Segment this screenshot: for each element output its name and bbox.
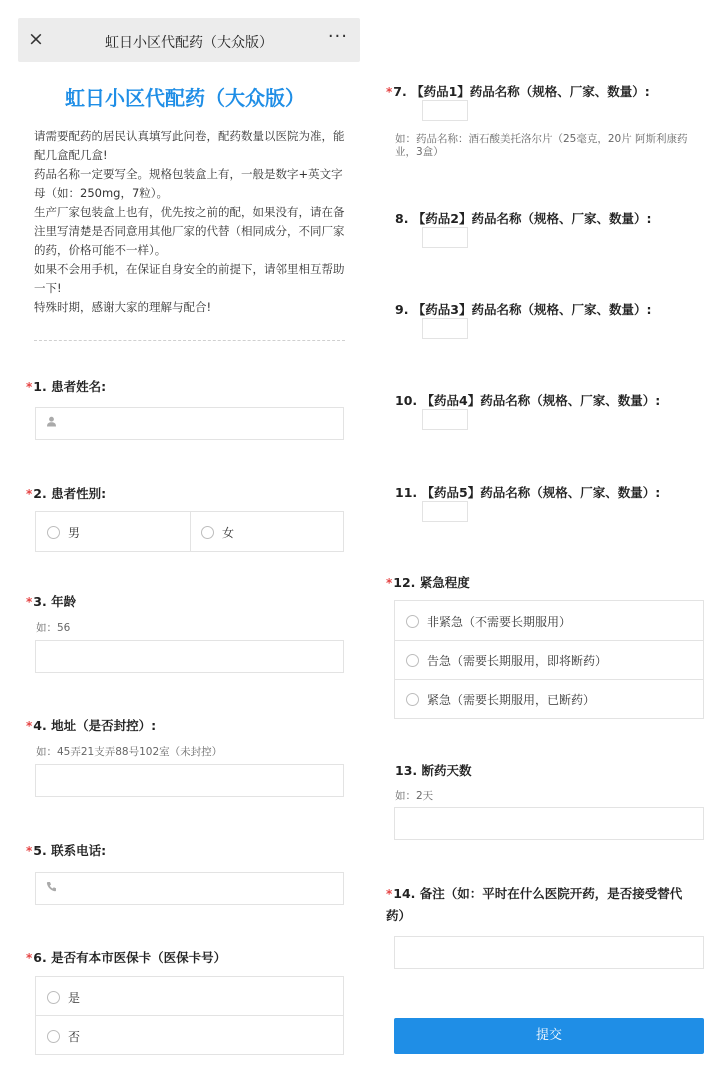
q6-label: *6. 是否有本市医保卡（医保卡号）: [26, 950, 227, 965]
insurance-option-yes[interactable]: 是: [47, 989, 80, 1006]
radio-icon[interactable]: [47, 526, 60, 539]
radio-icon[interactable]: [47, 1030, 60, 1043]
q14-label: *14. 备注（如：平时在什么医院开药，是否接受替代药）: [386, 886, 683, 923]
survey-title: 虹日小区代配药（大众版）: [65, 86, 305, 110]
window-title: 虹日小区代配药（大众版）: [105, 35, 273, 51]
q2-label: *2. 患者性别:: [26, 486, 107, 501]
q4-label: *4. 地址（是否封控）:: [26, 718, 157, 733]
q12-label: *12. 紧急程度: [386, 575, 470, 590]
q7-label: *7. 【药品1】药品名称（规格、厂家、数量）:: [386, 84, 650, 99]
radio-icon[interactable]: [47, 991, 60, 1004]
patient-name-input[interactable]: [35, 407, 344, 440]
intro-paragraph: 请需要配药的居民认真填写此问卷，配药数量以医院为准，能配几盒配几盒!: [34, 129, 345, 162]
remarks-input[interactable]: [394, 936, 704, 969]
urgency-option-out-of-stock[interactable]: 紧急（需要长期服用，已断药）: [406, 691, 595, 708]
gender-options: [35, 511, 344, 552]
person-icon: [46, 416, 57, 430]
option-divider: [190, 512, 191, 551]
intro-divider: [34, 340, 345, 341]
address-input[interactable]: [35, 764, 344, 797]
q5-label: *5. 联系电话:: [26, 843, 107, 858]
medicine-5-input[interactable]: [422, 501, 468, 522]
radio-icon[interactable]: [201, 526, 214, 539]
phone-icon: [46, 881, 57, 895]
age-input[interactable]: [35, 640, 344, 673]
q13-hint: 如：2天: [395, 790, 434, 802]
gender-option-female[interactable]: 女: [201, 524, 234, 541]
intro-paragraph: 生产厂家包装盒上也有，优先按之前的配，如果没有，请在备注里写清楚是否同意用其他厂家的代替（相同成分，不同厂家的药，价格可能不一样）。: [34, 205, 345, 257]
survey-intro: [34, 127, 349, 317]
q3-hint: 如：56: [36, 622, 71, 634]
q4-hint: 如：45弄21支弄88号102室（未封控）: [36, 746, 223, 758]
more-icon[interactable]: ···: [327, 26, 348, 47]
days-without-medicine-input[interactable]: [394, 807, 704, 840]
radio-icon[interactable]: [406, 615, 419, 628]
intro-paragraph: 如果不会用手机，在保证自身安全的前提下，请邻里相互帮助一下!: [34, 262, 345, 295]
medicine-2-input[interactable]: [422, 227, 468, 248]
medicine-4-input[interactable]: [422, 409, 468, 430]
option-divider: [36, 1015, 343, 1016]
gender-option-male[interactable]: 男: [47, 524, 80, 541]
insurance-option-no[interactable]: 否: [47, 1028, 80, 1045]
q11-label: 11. 【药品5】药品名称（规格、厂家、数量）:: [395, 485, 661, 500]
q7-hint: 如：药品名称：酒石酸美托洛尔片（25毫克，20片 阿斯利康药业，3盒）: [395, 133, 688, 158]
close-icon[interactable]: ×: [28, 28, 44, 50]
insurance-options: [35, 976, 344, 1055]
required-mark: *: [26, 380, 33, 394]
q3-label: *3. 年龄: [26, 594, 77, 609]
medicine-3-input[interactable]: [422, 318, 468, 339]
q10-label: 10. 【药品4】药品名称（规格、厂家、数量）:: [395, 393, 661, 408]
phone-input[interactable]: [35, 872, 344, 905]
urgency-options: [394, 600, 704, 719]
option-divider: [395, 679, 703, 680]
radio-icon[interactable]: [406, 654, 419, 667]
q8-label: 8. 【药品2】药品名称（规格、厂家、数量）:: [395, 211, 652, 226]
intro-paragraph: 药品名称一定要写全。规格包装盒上有，一般是数字+英文字母（如：250mg，7粒）。: [34, 167, 343, 200]
medicine-1-input[interactable]: [422, 100, 468, 121]
option-divider: [395, 640, 703, 641]
radio-icon[interactable]: [406, 693, 419, 706]
top-bar: [18, 18, 360, 62]
submit-button[interactable]: 提交: [394, 1018, 704, 1054]
q13-label: 13. 断药天数: [395, 763, 472, 778]
urgency-option-non-urgent[interactable]: 非紧急（不需要长期服用）: [406, 613, 571, 630]
urgency-option-running-low[interactable]: 告急（需要长期服用，即将断药）: [406, 652, 607, 669]
q9-label: 9. 【药品3】药品名称（规格、厂家、数量）:: [395, 302, 652, 317]
q1-label: *1. 患者姓名:: [26, 379, 107, 394]
intro-paragraph: 特殊时期，感谢大家的理解与配合!: [34, 300, 212, 314]
